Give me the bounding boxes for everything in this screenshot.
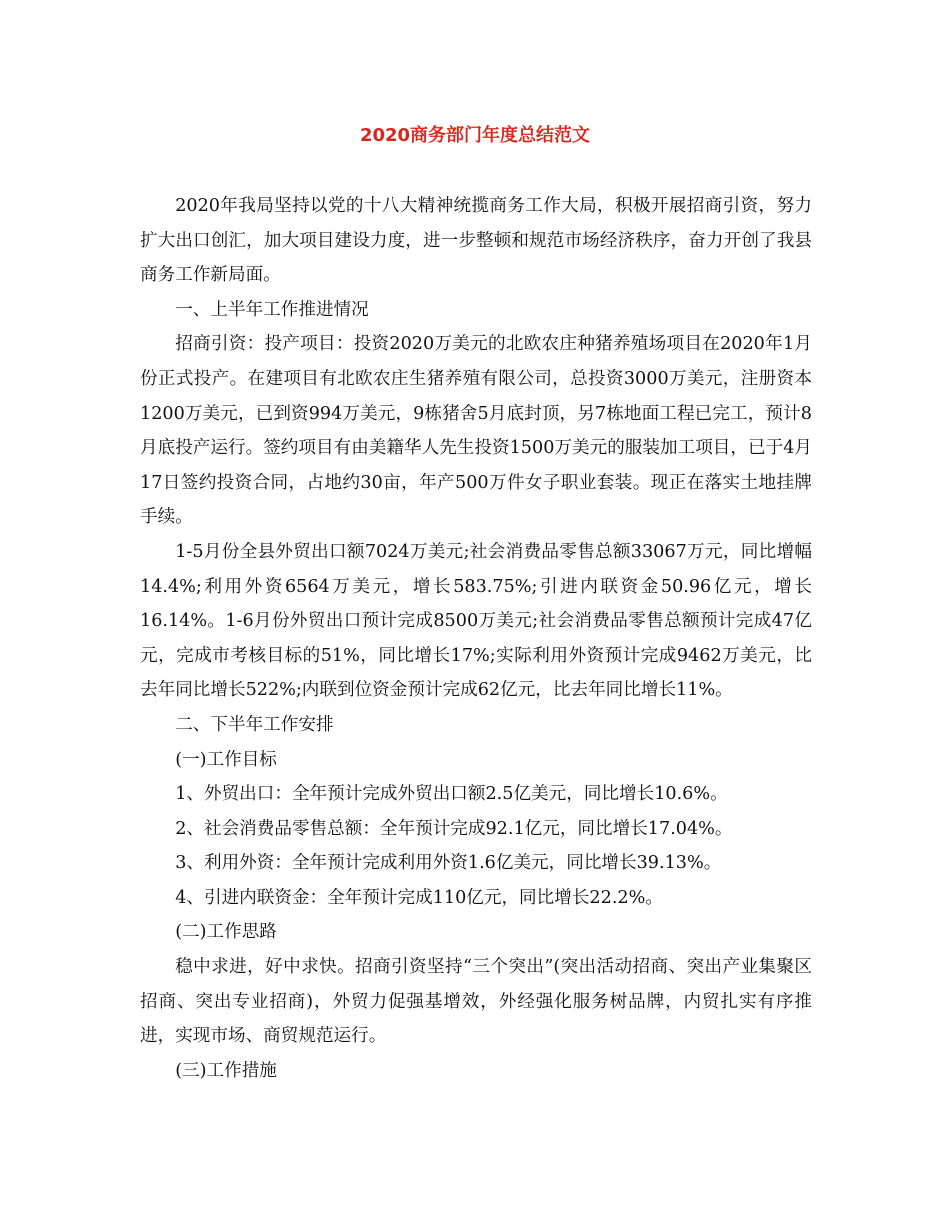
goal-item-retail: 2、社会消费品零售总额：全年预计完成92.1亿元，同比增长17.04%。 bbox=[175, 818, 733, 839]
section-heading-first-half: 一、上半年工作推进情况 bbox=[175, 299, 369, 320]
document-body bbox=[140, 189, 812, 1088]
subheading-goals: (一)工作目标 bbox=[175, 749, 277, 770]
document-title: 2020商务部门年度总结范文 bbox=[359, 125, 591, 146]
subheading-approach: (二)工作思路 bbox=[175, 922, 277, 943]
paragraph-intro: 2020年我局坚持以党的十八大精神统揽商务工作大局，积极开展招商引资，努力扩大出口创汇，加大项目建设力度，进一步整顿和规范市场经济秩序，奋力开创了我县商务工作新局面。 bbox=[140, 196, 812, 286]
paragraph-statistics: 1-5月份全县外贸出口额7024万美元;社会消费品零售总额33067万元，同比增幅14.4%;利用外资6564万美元，增长583.75%;引进内联资金50.96亿元，增长16.14%。1-6月份外贸出口预计完成8500万美元;社会消费品零售总额预计完成47亿元，完成市考核目标的51%，同比增长17%;实际利用外资预计完成9462万美元，比去年同比增长522%;内联到位资金预计完成62亿元，比去年同比增长11%。 bbox=[140, 541, 812, 701]
section-heading-second-half: 二、下半年工作安排 bbox=[175, 714, 334, 735]
paragraph-investment-projects: 招商引资：投产项目：投资2020万美元的北欧农庄种猪养殖场项目在2020年1月份正式投产。在建项目有北欧农庄生猪养殖有限公司，总投资3000万美元，注册资本1200万美元，已到资994万美元，9栋猪舍5月底封顶，另7栋地面工程已完工，预计8月底投产运行。签约项目有由美籍华人先生投资1500万美元的服装加工项目，已于4月17日签约投资合同，占地约30亩，年产500万件女子职业套装。现正在落实土地挂牌手续。 bbox=[140, 334, 812, 528]
subheading-measures: (三)工作措施 bbox=[175, 1060, 277, 1081]
paragraph-approach: 稳中求进，好中求快。招商引资坚持“三个突出”(突出活动招商、突出产业集聚区招商、突出专业招商)，外贸力促强基增效，外经强化服务树品牌，内贸扎实有序推进，实现市场、商贸规范运行。 bbox=[140, 957, 812, 1047]
goal-item-export: 1、外贸出口：全年预计完成外贸出口额2.5亿美元，同比增长10.6%。 bbox=[175, 784, 728, 805]
goal-item-domestic-capital: 4、引进内联资金：全年预计完成110亿元，同比增长22.2%。 bbox=[175, 887, 663, 908]
goal-item-foreign-capital: 3、利用外资：全年预计完成利用外资1.6亿美元，同比增长39.13%。 bbox=[175, 853, 722, 874]
